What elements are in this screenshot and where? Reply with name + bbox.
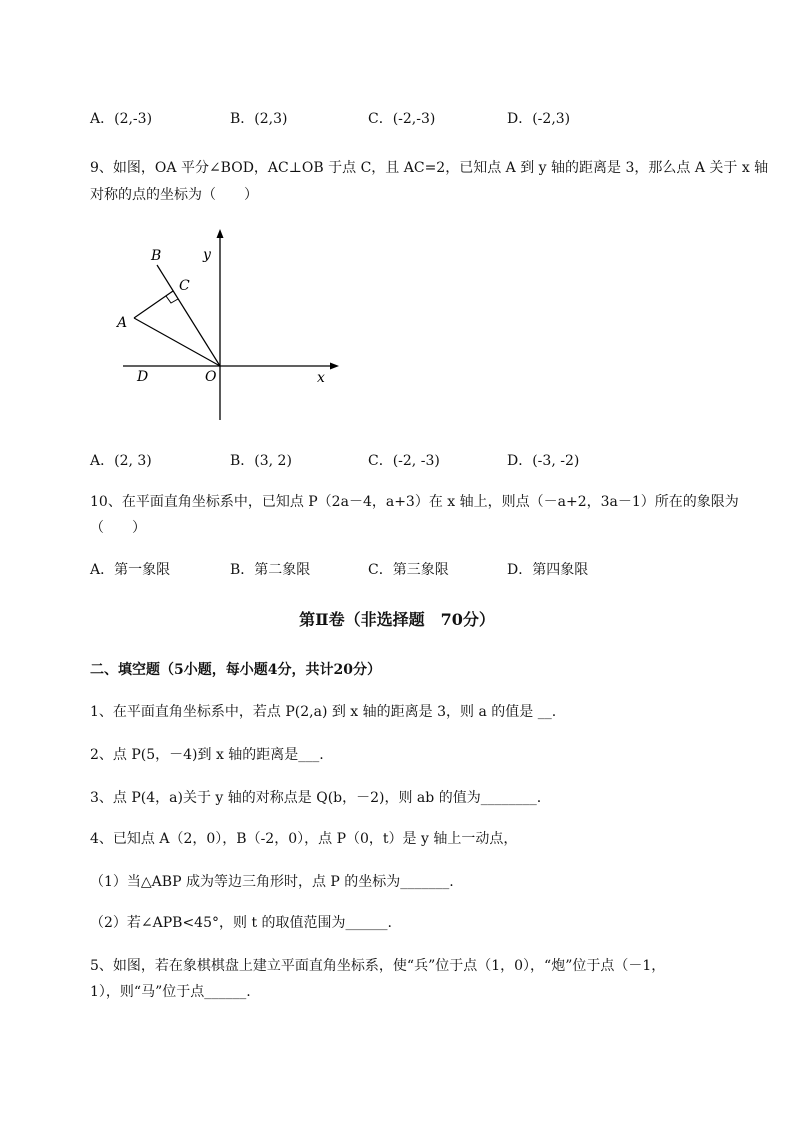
fill-q3: 3、点 P(4，a)关于 y 轴的对称点是 Q(b，－2)，则 ab 的值为________.	[90, 790, 542, 806]
q9-option-c: C．(-2, -3)	[368, 453, 440, 469]
section-fill-in-heading: 二、填空题（5小题，每小题4分，共计20分）	[90, 662, 381, 678]
fill-q5-line2: 1），则“马”位于点______.	[90, 984, 251, 1000]
label-c: C	[179, 278, 190, 294]
q10-option-d: D．第四象限	[507, 562, 589, 578]
segment-oa	[134, 318, 220, 366]
fill-q5-line1: 5、如图，若在象棋棋盘上建立平面直角坐标系，使“兵”位于点（1，0），“炮”位于点（－1，	[90, 958, 666, 974]
part-two-title: 第Ⅱ卷（非选择题 70分）	[299, 610, 495, 629]
fill-q1: 1、在平面直角坐标系中，若点 P(2,a) 到 x 轴的距离是 3，则 a 的值是 __.	[90, 704, 557, 720]
q9-option-d: D．(-3, -2)	[507, 453, 580, 469]
q8-option-b: B．(2,3)	[230, 111, 288, 127]
label-a: A	[117, 315, 128, 331]
q9-stem-line2: 对称的点的坐标为（ ）	[90, 187, 258, 203]
q9-option-b: B．(3, 2)	[230, 453, 292, 469]
label-x: x	[317, 370, 325, 386]
q10-stem-line1: 10、在平面直角坐标系中，已知点 P（2a－4，a+3）在 x 轴上，则点（－a+2，3a－1）所在的象限为	[90, 494, 739, 510]
q8-option-d: D．(-2,3)	[507, 111, 571, 127]
label-y: y	[203, 247, 211, 263]
q9-figure	[105, 225, 355, 430]
label-o: O	[205, 369, 217, 385]
fill-q4: 4、已知点 A（2，0），B（-2，0），点 P（0，t）是 y 轴上一动点，	[90, 831, 518, 847]
q10-option-b: B．第二象限	[230, 562, 311, 578]
q9-stem-line1: 9、如图，OA 平分∠BOD，AC⊥OB 于点 C，且 AC=2，已知点 A 到 y 轴的距离是 3，那么点 A 关于 x 轴	[90, 160, 769, 176]
fill-q4-part1: （1）当△ABP 成为等边三角形时，点 P 的坐标为_______.	[90, 874, 454, 890]
q10-option-c: C．第三象限	[368, 562, 449, 578]
q9-option-a: A．(2, 3)	[90, 453, 152, 469]
x-axis-arrow	[330, 363, 339, 370]
right-angle-mark	[166, 296, 178, 303]
fill-q4-part2: （2）若∠APB<45°，则 t 的取值范围为______.	[90, 915, 392, 931]
q10-stem-line2: （ ）	[90, 520, 146, 536]
q8-option-a: A．(2,-3)	[90, 111, 153, 127]
q8-option-c: C．(-2,-3)	[368, 111, 436, 127]
label-b: B	[151, 248, 162, 264]
segment-ac	[134, 291, 173, 318]
fill-q2: 2、点 P(5，－4)到 x 轴的距离是___.	[90, 747, 324, 763]
label-d: D	[137, 369, 149, 385]
q10-option-a: A．第一象限	[90, 562, 171, 578]
y-axis-arrow	[217, 229, 224, 238]
